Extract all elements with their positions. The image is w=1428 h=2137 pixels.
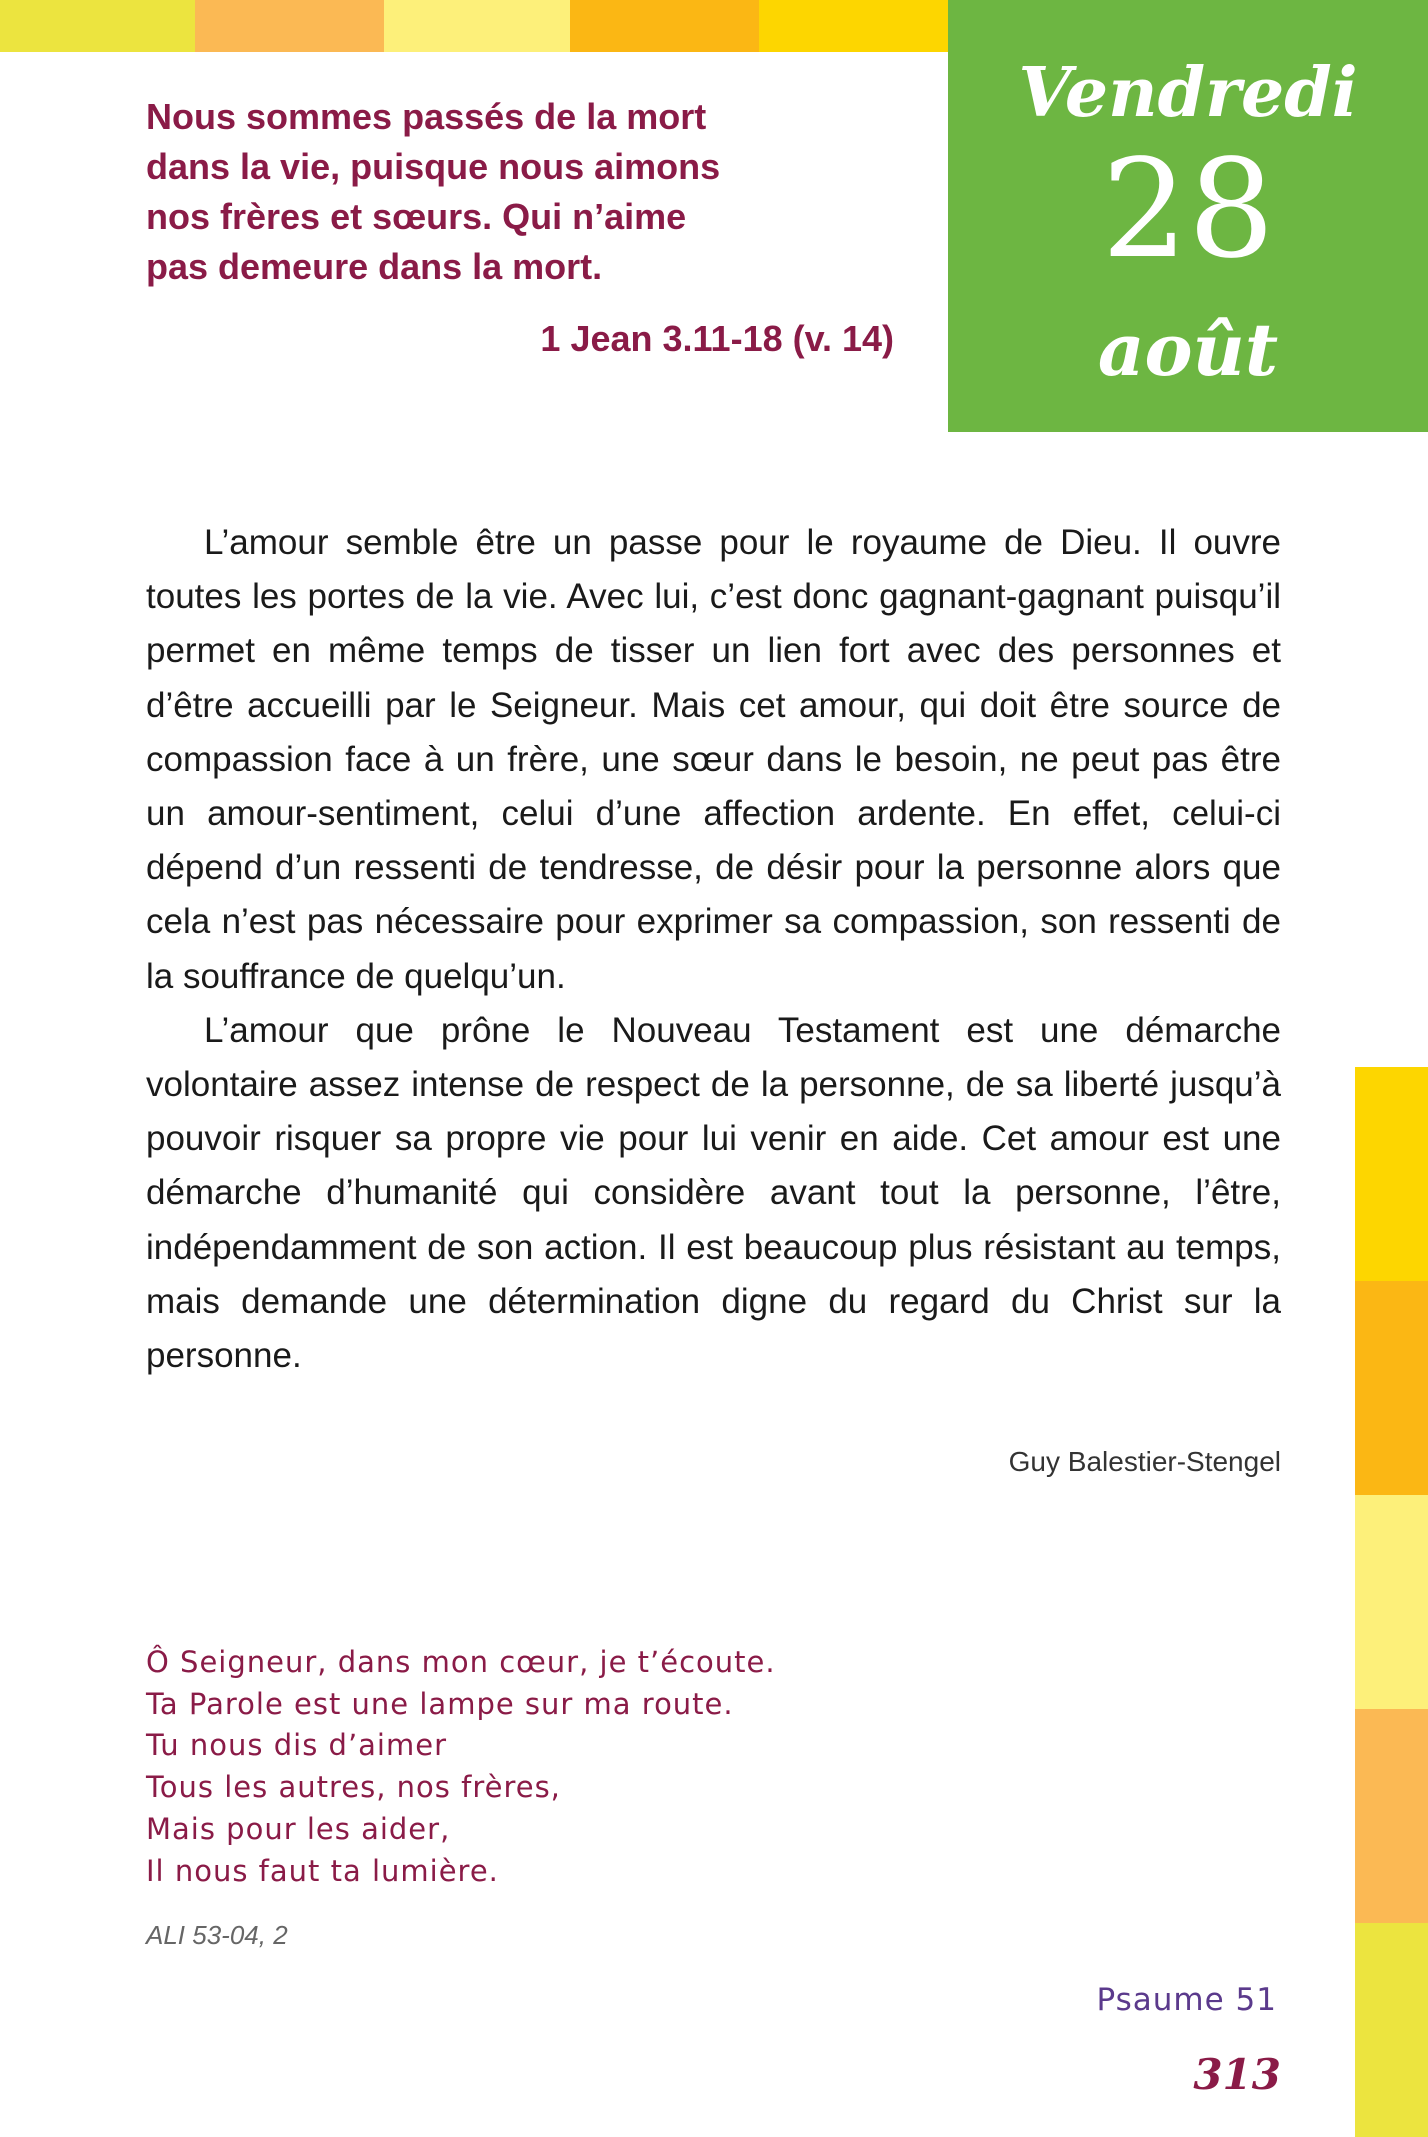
month-name: août [1097, 307, 1279, 392]
prayer-line: Tous les autres, nos frères, [146, 1770, 561, 1805]
day-number: 28 [1101, 131, 1275, 289]
stripe-segment [0, 0, 195, 52]
top-color-stripe [0, 0, 950, 52]
hymn-source: ALI 53-04, 2 [146, 1920, 288, 1950]
prayer-line: Tu nous dis d’aimer [146, 1728, 447, 1763]
stripe-segment [1355, 1923, 1428, 2137]
prayer-line: Mais pour les aider, [146, 1811, 451, 1846]
stripe-segment [759, 0, 950, 52]
verse-line: nos frères et sœurs. Qui n’aime [146, 196, 687, 237]
stripe-segment [1355, 1709, 1428, 1923]
verse-reference: 1 Jean 3.11-18 (v. 14) [540, 318, 894, 359]
prayer-line: Ta Parole est une lampe sur ma route. [146, 1686, 734, 1721]
bible-verse [146, 92, 786, 292]
date-box [948, 0, 1428, 432]
verse-line: Nous sommes passés de la mort [146, 96, 707, 137]
psalm-reference: Psaume 51 [1096, 1982, 1277, 2018]
paragraph: L’amour semble être un passe pour le royaume de Dieu. Il ouvre toutes les portes de la vie. Avec lui, c’est donc gagnant-gagnant puisqu’il permet en même temps de tisser un lien fort avec des personnes et d’être accueilli par le Seigneur. Mais cet amour, qui doit être source de compassion face à un frère, une sœur dans le besoin, ne peut pas être un amour-sentiment, celui d’une affection ardente. En effet, celui-ci dépend d’un ressenti de tendresse, de désir pour la personne alors que cela n’est pas nécessaire pour exprimer sa compassion, son ressenti de la souffrance de quelqu’un. [146, 523, 1281, 996]
meditation-text [146, 516, 1281, 1383]
stripe-segment [384, 0, 570, 52]
prayer-line: Ô Seigneur, dans mon cœur, je t’écoute. [146, 1645, 776, 1679]
prayer-poem [146, 1642, 946, 1892]
author-name: Guy Balestier-Stengel [1008, 1446, 1281, 1477]
day-name: Vendredi [1018, 53, 1358, 133]
page-number: 313 [1193, 2050, 1281, 2099]
stripe-segment [570, 0, 759, 52]
stripe-segment [1355, 1067, 1428, 1281]
prayer-line: Il nous faut ta lumière. [146, 1853, 499, 1888]
stripe-segment [1355, 1495, 1428, 1709]
side-color-stripe [1355, 1067, 1428, 2137]
verse-line: dans la vie, puisque nous aimons [146, 146, 721, 187]
stripe-segment [195, 0, 384, 52]
stripe-segment [1355, 1281, 1428, 1495]
verse-line: pas demeure dans la mort. [146, 246, 603, 287]
paragraph: L’amour que prône le Nouveau Testament est une démarche volontaire assez intense de respect de la personne, de sa liberté jusqu’à pouvoir risquer sa propre vie pour lui venir en aide. Cet amour est une démarche d’humanité qui considère avant tout la personne, l’être, indépendamment de son action. Il est beaucoup plus résistant au temps, mais demande une détermination digne du regard du Christ sur la personne. [146, 1010, 1281, 1376]
